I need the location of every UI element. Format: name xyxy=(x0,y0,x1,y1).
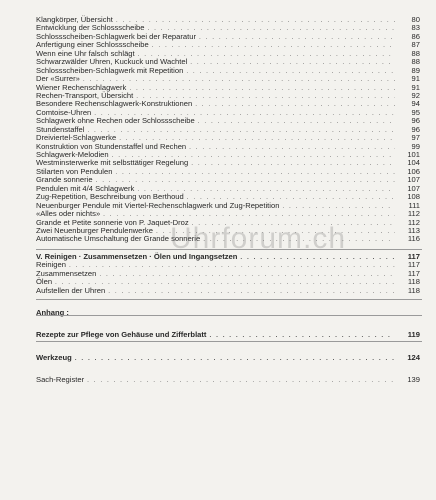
toc-entry-title: Neuenburger Pendule mit Viertel-Rechenschlagwerk und Zug-Repetition xyxy=(36,200,280,210)
leader-dots xyxy=(69,262,395,270)
toc-entry xyxy=(36,67,420,75)
leader-dots xyxy=(115,169,395,177)
toc-entry-title: Konstruktion von Stundenstaffel und Rechen xyxy=(36,141,187,151)
toc-entry-title: Grande sonnerie xyxy=(36,175,93,185)
toc-entry-werkzeug xyxy=(36,354,420,362)
toc-entry-page: 112 xyxy=(407,209,420,219)
toc-entry-page: 107 xyxy=(407,183,420,193)
toc-entry-title: Werkzeug xyxy=(36,352,72,362)
toc-entry-page: 97 xyxy=(411,133,420,143)
leader-dots xyxy=(87,127,395,135)
toc-entry-title: Klangkörper, Übersicht xyxy=(36,15,113,24)
toc-entry-page: 80 xyxy=(411,15,420,24)
toc-entry-page: 117 xyxy=(407,251,420,261)
toc-entry-page: 96 xyxy=(411,116,420,126)
toc-entry-title: Aufstellen der Uhren xyxy=(36,285,106,295)
leader-dots xyxy=(199,34,395,42)
toc-entry-title: Schlossscheiben-Schlagwerk mit Repetition xyxy=(36,65,184,75)
leader-dots xyxy=(99,271,395,279)
toc-entry-page: 91 xyxy=(411,74,420,84)
toc-entry-title: Entwicklung der Schlossscheibe xyxy=(36,23,145,33)
toc-entry-title: Dreiviertel-Schlagwerke xyxy=(36,133,117,143)
toc-entry-title: V. Reinigen · Zusammensetzen · Ölen und Ingangsetzen xyxy=(36,251,238,261)
leader-dots xyxy=(108,288,395,296)
leader-dots xyxy=(83,76,395,84)
toc-anhang-heading xyxy=(36,309,420,317)
leader-dots xyxy=(198,118,395,126)
toc-entry-page: 113 xyxy=(407,225,420,235)
toc-entry-page: 91 xyxy=(411,82,420,92)
toc-entry-page: 104 xyxy=(407,158,420,168)
toc-entry xyxy=(36,287,420,295)
toc-entry-page: 116 xyxy=(407,234,420,244)
leader-dots xyxy=(189,144,395,152)
toc-entry-title: Pendulen mit 4/4 Schlagwerk xyxy=(36,183,135,193)
toc-entry-page: 99 xyxy=(411,141,420,151)
toc-entry-register xyxy=(36,376,420,384)
toc-entry-page: 107 xyxy=(407,175,420,185)
leader-dots xyxy=(209,332,395,340)
section-divider xyxy=(36,299,422,300)
toc-entry xyxy=(36,100,420,108)
toc-entry-title: Grande et Petite sonnerie von P. Jaquet-Droz xyxy=(36,217,189,227)
toc-entry-page: 92 xyxy=(411,90,420,100)
leader-dots xyxy=(96,177,395,185)
toc-entry-title: Stundenstaffel xyxy=(36,124,85,134)
toc-entry xyxy=(36,168,420,176)
toc-entry-page: 117 xyxy=(407,260,420,270)
leader-dots xyxy=(190,59,395,67)
toc-entry-title: Rezepte zur Pflege von Gehäuse und Zifferblatt xyxy=(36,330,207,340)
toc-entry-title: Zusammensetzen xyxy=(36,268,97,278)
toc-entry-title: Schlossscheiben-Schlagwerk bei der Reparatur xyxy=(36,31,196,41)
toc-entry-title: Der «Surrer» xyxy=(36,74,80,84)
toc-entry-title: Automatische Umschaltung der Grande sonnerie xyxy=(36,234,201,244)
leader-dots xyxy=(75,355,395,363)
toc-entry-title: Stilarten von Pendulen xyxy=(36,166,113,176)
toc-entry-title: Rechen-Transport, Übersicht xyxy=(36,90,134,100)
toc-entry-page: 124 xyxy=(407,352,420,362)
toc-entry-page: 111 xyxy=(408,200,420,210)
toc-entry-page: 101 xyxy=(407,150,420,159)
toc-entry-title: Schlagwerk ohne Rechen oder Schlossscheibe xyxy=(36,116,195,126)
toc-entry-page: 96 xyxy=(411,124,420,134)
toc-entry-page: 119 xyxy=(407,330,420,340)
toc-entry-page: 118 xyxy=(407,277,420,287)
toc-entry-page: 87 xyxy=(411,40,420,50)
leader-dots xyxy=(191,160,395,168)
toc-entry-page: 117 xyxy=(407,268,420,278)
toc-entry-page: 88 xyxy=(411,57,420,67)
leader-dots xyxy=(129,85,395,93)
toc-entry-title: Anfertigung einer Schlossscheibe xyxy=(36,40,149,50)
toc-entry-title: Schwarzwälder Uhren, Kuckuck und Wachtel xyxy=(36,57,188,67)
leader-dots xyxy=(152,42,395,50)
leader-dots xyxy=(195,101,395,109)
toc-entry-title: Ölen xyxy=(36,277,53,287)
toc-entry-title: Anhang : xyxy=(36,308,69,317)
toc-entry-title: Wenn eine Uhr falsch schlägt xyxy=(36,48,135,58)
section-divider xyxy=(36,341,422,342)
toc-group-schlagwerk xyxy=(36,16,420,244)
toc-entry-page: 94 xyxy=(411,99,420,109)
toc-entry xyxy=(36,117,420,125)
toc-entry-rezepte xyxy=(36,331,420,339)
toc-entry xyxy=(36,270,420,278)
toc-group-reinigen xyxy=(36,261,420,295)
table-of-contents xyxy=(36,16,420,385)
toc-entry-page: 86 xyxy=(411,31,420,41)
toc-entry-page: 108 xyxy=(407,192,420,202)
toc-entry-title: Zwei Neuenburger Pendulenwerke xyxy=(36,225,153,235)
toc-entry-title: Reinigen xyxy=(36,260,66,270)
toc-entry-title: Zug-Repetition, Beschreibung von Berthoud xyxy=(36,192,184,202)
section-divider xyxy=(36,315,422,316)
toc-entry-title: Besondere Rechenschlagwerk-Konstruktionen xyxy=(36,99,193,109)
leader-dots xyxy=(55,279,395,287)
toc-entry-title: Westminsterwerke mit selbsttätiger Regelung xyxy=(36,158,189,168)
toc-entry-page: 106 xyxy=(407,166,420,176)
toc-entry-page: 139 xyxy=(407,375,420,385)
leader-dots xyxy=(87,377,395,385)
toc-entry-title: Wiener Rechenschlagwerk xyxy=(36,82,127,92)
toc-entry-title: Comtoise-Uhren xyxy=(36,107,92,117)
toc-entry-title: Schlagwerk-Melodien xyxy=(36,150,109,159)
leader-dots xyxy=(116,17,395,25)
toc-entry-page: 88 xyxy=(411,48,420,58)
toc-entry-page: 95 xyxy=(411,107,420,117)
toc-entry-page: 112 xyxy=(407,217,420,227)
toc-entry-title: Sach-Register xyxy=(36,375,85,385)
leader-dots xyxy=(186,68,395,76)
watermark: Uhrforum.ch xyxy=(170,222,347,255)
leader-dots xyxy=(282,203,395,211)
toc-entry-page: 118 xyxy=(407,285,420,295)
toc-entry-page: 83 xyxy=(411,23,420,33)
toc-entry-title: «Alles oder nichts» xyxy=(36,209,101,219)
toc-entry-page: 89 xyxy=(411,65,420,75)
